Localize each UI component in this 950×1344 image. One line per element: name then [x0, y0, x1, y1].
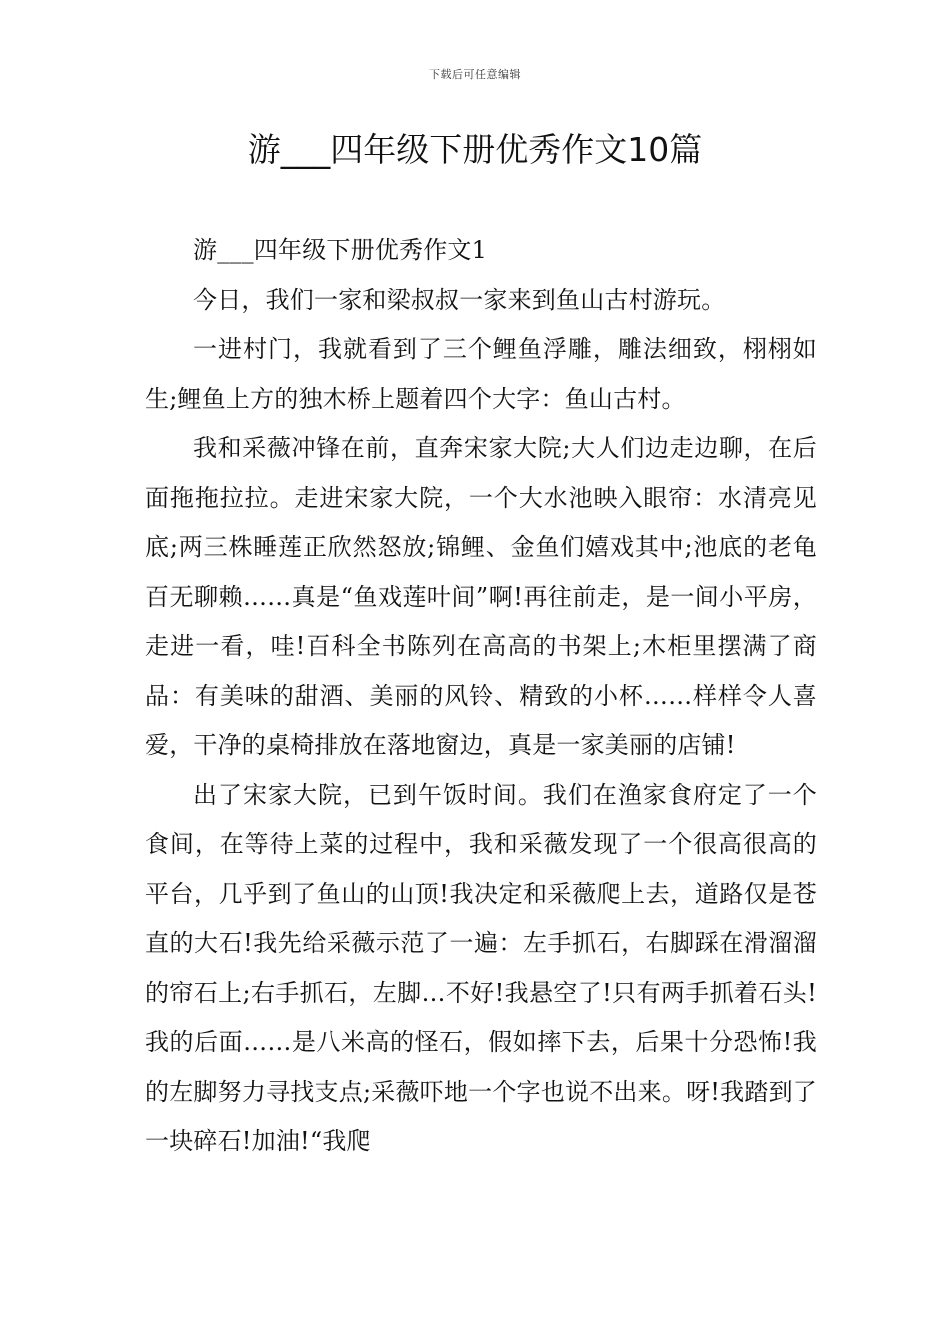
document-title: 游___四年级下册优秀作文10篇	[247, 130, 703, 169]
section-heading: 游___四年级下册优秀作文1	[193, 236, 488, 264]
header-note: 下载后可任意编辑	[429, 68, 521, 81]
paragraph-2: 一进村门，我就看到了三个鲤鱼浮雕，雕法细致，栩栩如生;鲤鱼上方的独木桥上题着四个大字：鱼山古村。	[145, 335, 817, 413]
document-body	[145, 226, 817, 1167]
paragraph-4: 出了宋家大院，已到午饭时间。我们在渔家食府定了一个食间，在等待上菜的过程中，我和采薇发现了一个很高很高的平台，几乎到了鱼山的山顶!我决定和采薇爬上去，道路仅是苍直的大石!我先给采薇示范了一遍：左手抓石，右脚踩在滑溜溜的帘石上;右手抓石，左脚…不好!我悬空了!只有两手抓着石头!我的后面……是八米高的怪石，假如摔下去，后果十分恐怖!我的左脚努力寻找支点;采薇吓地一个字也说不出来。呀!我踏到了一块碎石!加油!“我爬	[145, 780, 817, 1155]
paragraph-1: 今日，我们一家和梁叔叔一家来到鱼山古村游玩。	[193, 285, 726, 314]
paragraph-3: 我和采薇冲锋在前，直奔宋家大院;大人们边走边聊，在后面拖拖拉拉。走进宋家大院，一个大水池映入眼帘：水清亮见底;两三株睡莲正欣然怒放;锦鲤、金鱼们嬉戏其中;池底的老龟百无聊赖……真是“鱼戏莲叶间”啊!再往前走，是一间小平房，走进一看，哇!百科全书陈列在高高的书架上;木柜里摆满了商品：有美味的甜酒、美丽的风铃、精致的小杯……样样令人喜爱，干净的桌椅排放在落地窗边，真是一家美丽的店铺!	[145, 434, 817, 759]
